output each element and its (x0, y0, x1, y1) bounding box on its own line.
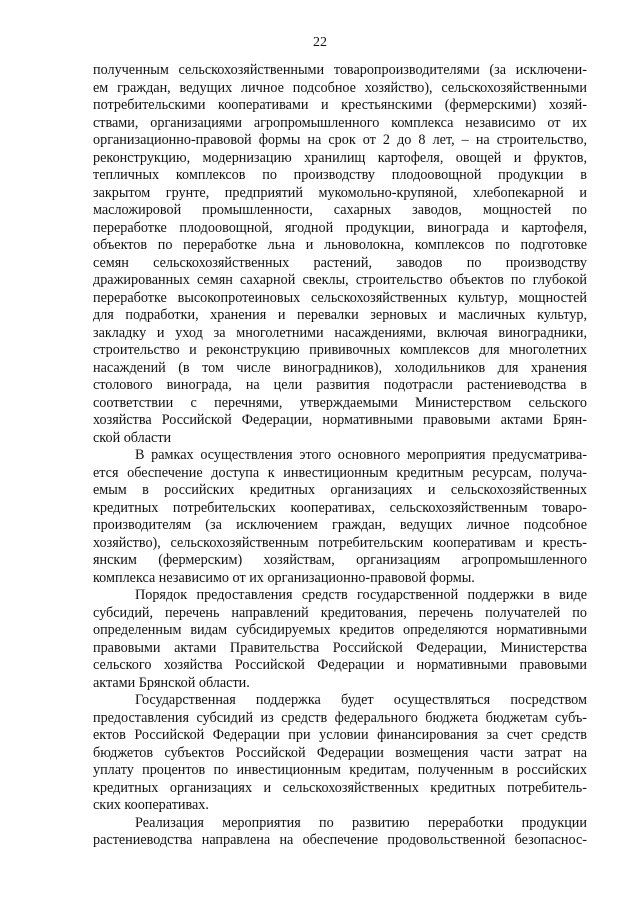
text-line: кредитных потребительских кооперативах, сельскохозяйственным товаро- (93, 499, 587, 516)
text-line: закладку и уход за многолетними насаждениями, включая виноградники, (93, 324, 587, 341)
text-line: субсидий, перечень направлений кредитования, перечень получателей по (93, 604, 587, 621)
text-line: ем граждан, ведущих личное подсобное хозяйство), сельскохозяйственными (93, 79, 587, 96)
text-line: Реализация мероприятия по развитию переработки продукции (135, 814, 587, 831)
text-line: ской области (93, 429, 172, 446)
text-line: актами Брянской области. (93, 674, 250, 691)
text-line: комплекса независимо от их организационно-правовой формы. (93, 569, 475, 586)
text-line: масложировой промышленности, сахарных заводов, мощностей по (93, 202, 587, 218)
text-line: В рамках осуществления этого основного мероприятия предусматрива- (135, 447, 587, 463)
text-line: реконструкцию, модернизацию хранилищ картофеля, овощей и фруктов, (93, 149, 587, 166)
text-line: семян сельскохозяйственных растений, заводов по производству (93, 254, 587, 271)
text-line: уплату процентов по инвестиционным кредитам, полученным в российских (93, 762, 587, 778)
text-line: Порядок предоставления средств государственной поддержки в виде (135, 587, 587, 603)
text-line: объектов по переработке льна и льноволокна, комплексов по подготовке (93, 237, 587, 253)
text-line: потребительскими кооперативами и крестьянскими (фермерскими) хозяй- (93, 97, 587, 113)
text-line: янским (фермерским) хозяйствам, организациям агропромышленного (93, 552, 587, 568)
text-line: соответствии с перечнями, утверждаемыми Министерством сельского (93, 394, 587, 411)
text-line: насаждений (в том числе виноградников), холодильников для хранения (93, 359, 587, 376)
text-line: переработке плодоовощной, ягодной продукции, винограда и картофеля, (93, 219, 587, 236)
text-line: хозяйства Российской Федерации, нормативными правовыми актами Брян- (93, 412, 587, 428)
text-line: производителям (за исключением граждан, ведущих личное подсобное (93, 517, 587, 533)
text-line: ствами, организациями агропромышленного комплекса независимо от их (93, 114, 587, 131)
text-line: строительство и реконструкцию прививочных комплексов для многолетних (93, 342, 587, 358)
text-line: организационно-правовой формы на срок от 2 до 8 лет, – на строительство, (93, 132, 587, 148)
document-text-body (93, 62, 587, 850)
text-line: столового винограда, на цели развития подотрасли растениеводства в (93, 377, 587, 393)
text-line: емым в российских кредитных организациях и сельскохозяйственных (93, 482, 587, 498)
text-line: определенным видам субсидируемых кредитов определяются нормативными (93, 622, 587, 638)
text-line: Государственная поддержка будет осуществляться посредством (135, 692, 587, 708)
text-line: предоставления субсидий из средств федерального бюджета бюджетам субъ- (93, 709, 587, 726)
text-line: переработке высокопротеиновых сельскохозяйственных культур, мощностей (93, 289, 587, 306)
text-line: растениеводства направлена на обеспечение продовольственной безопаснос- (93, 832, 587, 848)
text-line: для подработки, хранения и перевалки зерновых и масличных культур, (93, 307, 587, 323)
text-line: полученным сельскохозяйственными товаропроизводителями (за исключени- (93, 62, 587, 78)
text-line: тепличных комплексов по производству плодоовощной продукции в (93, 167, 587, 183)
text-line: кредитных организациях и сельскохозяйственных кредитных потребитель- (93, 779, 587, 796)
text-line: ется обеспечение доступа к инвестиционным кредитным ресурсам, получа- (93, 464, 587, 481)
text-line: хозяйство), сельскохозяйственным потребительским кооперативам и кресть- (93, 534, 587, 551)
page-number: 22 (313, 35, 327, 50)
text-line: дражированных семян сахарной свеклы, строительство объектов по глубокой (93, 272, 587, 288)
text-line: сельского хозяйства Российской Федерации и нормативными правовыми (93, 657, 587, 673)
text-line: закрытом грунте, предприятий мукомольно-крупяной, хлебопекарной и (93, 184, 587, 201)
text-line: бюджетов субъектов Российской Федерации возмещения части затрат на (93, 744, 587, 761)
text-line: ских кооперативах. (93, 797, 209, 813)
text-line: правовыми актами Правительства Российской Федерации, Министерства (93, 639, 587, 656)
text-line: ектов Российской Федерации при условии финансирования за счет средств (93, 727, 587, 743)
